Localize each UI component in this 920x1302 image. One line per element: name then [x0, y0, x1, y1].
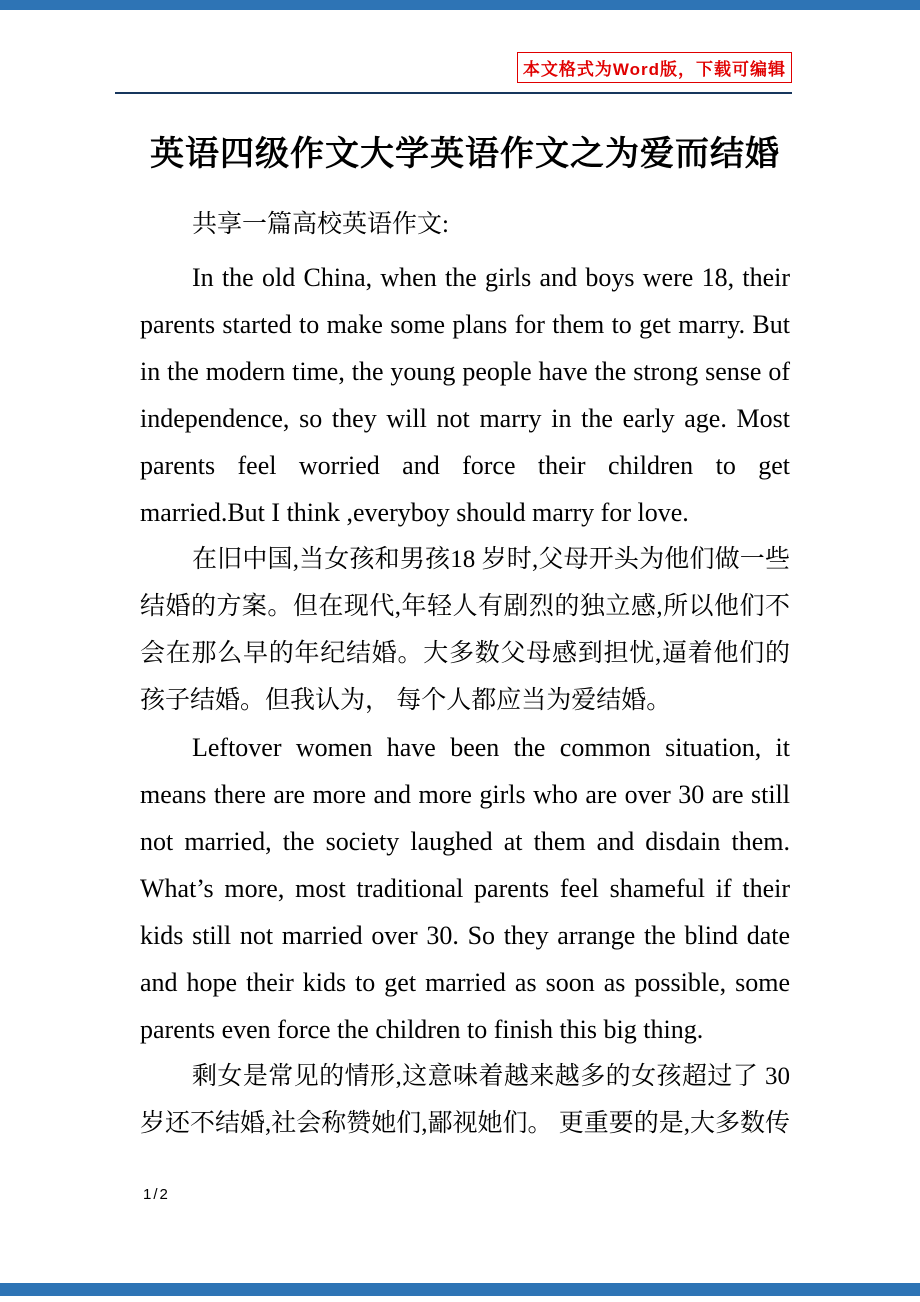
paragraph-chinese-2: 剩女是常见的情形,这意味着越来越多的女孩超过了 30 岁还不结婚,社会称赞她们,鄙视她们。 更重要的是,大多数传	[140, 1063, 791, 1137]
document-header	[115, 52, 792, 94]
top-blue-bar	[0, 0, 920, 10]
paragraph-english-1: In the old China, when the girls and boys were 18, their parents started to make some plans for them to get marry. But in the modern time, the young people have the strong sense of independence, so they will not marry in the early age. Most parents feel worried and force their children to get married.But I think ,everyboy should marry for love.	[140, 263, 790, 527]
bottom-blue-bar	[0, 1283, 920, 1296]
paragraph-chinese-1: 在旧中国,当女孩和男孩18 岁时,父母开头为他们做一些结婚的方案。但在现代,年轻人有剧烈的独立感,所以他们不会在那么早的年纪结婚。大多数父母感到担忧,逼着他们的孩子结婚。但我认为， 每个人都应当为爱结婚。	[140, 546, 790, 714]
document-body	[140, 110, 790, 1147]
paragraph-intro: 共享一篇高校英语作文:	[192, 211, 449, 238]
page-number: 1/2	[143, 1186, 170, 1203]
document-title: 英语四级作文大学英语作文之为爱而结婚	[150, 136, 780, 173]
word-format-notice: 本文格式为Word版，下载可编辑	[517, 52, 792, 83]
paragraph-english-2: Leftover women have been the common situation, it means there are more and more girls who are over 30 are still not married, the society laughed at them and disdain them. What’s more, most traditional parents feel shameful if their kids still not married over 30. So they arrange the blind date and hope their kids to get married as soon as possible, some parents even force the children to finish this big thing.	[140, 733, 790, 1044]
